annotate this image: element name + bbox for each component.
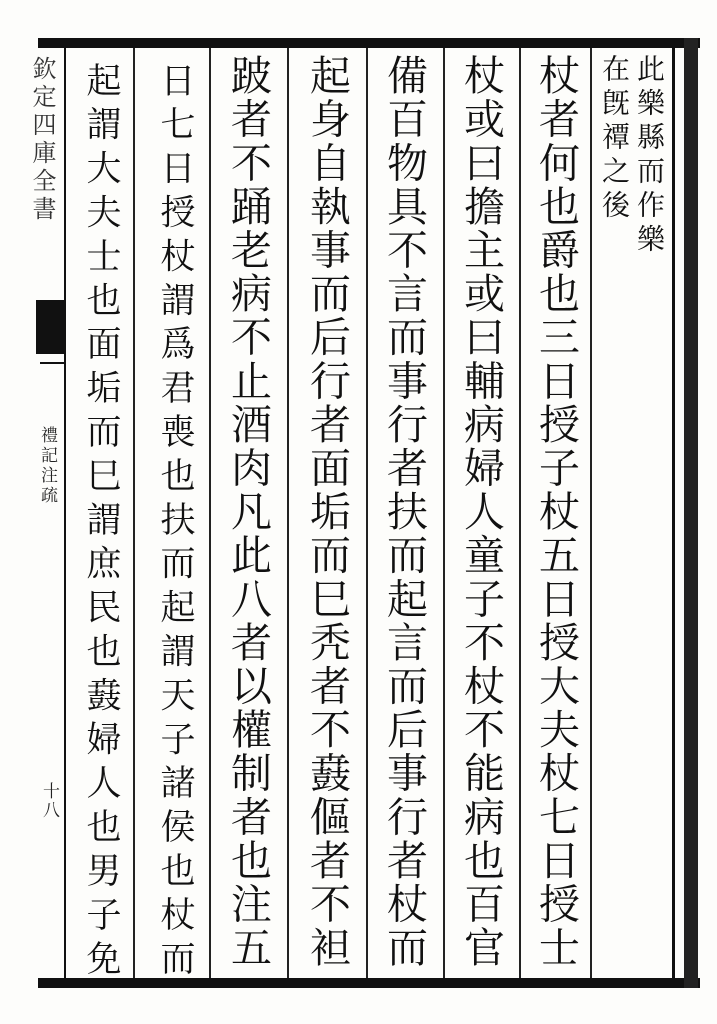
column-rule (590, 48, 592, 978)
fishtail-line (40, 362, 64, 364)
frame-right-border (684, 38, 698, 988)
text-column: 起身自執事而后行者面垢而巳秃者不鼖傴者不袒 (303, 54, 351, 970)
text-column: 備百物具不言而事行者扶而起言而后事行者杖而 (380, 54, 428, 970)
column-rule (287, 48, 289, 978)
text-column: 杖者何也爵也三日授子杖五日授大夫杖七日授士 (532, 54, 580, 970)
frame-left-inner-border (64, 48, 66, 978)
collection-title: 欽定四庫全書 (28, 56, 56, 224)
column-rule (366, 48, 368, 978)
note-column: 此樂縣而作樂 (633, 54, 666, 258)
frame-top-border (38, 38, 700, 48)
column-rule (133, 48, 135, 978)
text-column: 起謂大夫士也面垢而巳謂庶民也鼖婦人也男子免 (81, 62, 121, 984)
column-rule (209, 48, 211, 978)
book-title: 禮記注疏 (37, 426, 57, 506)
text-column: 跛者不踊老病不止酒肉凡此八者以權制者也注五 (224, 54, 272, 970)
note-column: 在旣禫之後 (598, 54, 631, 224)
frame-right-inner-border (672, 48, 675, 978)
frame-bottom-border (38, 978, 700, 988)
text-column: 杖或曰擔主或曰輔病婦人童子不杖不能病也百官 (457, 54, 505, 970)
column-rule (519, 48, 521, 978)
fishtail-mark (36, 300, 64, 354)
text-column: 日七日授杖謂爲君喪也扶而起謂天子諸侯也杖而 (155, 62, 195, 984)
page-number: 十八 (39, 782, 59, 820)
column-rule (443, 48, 445, 978)
